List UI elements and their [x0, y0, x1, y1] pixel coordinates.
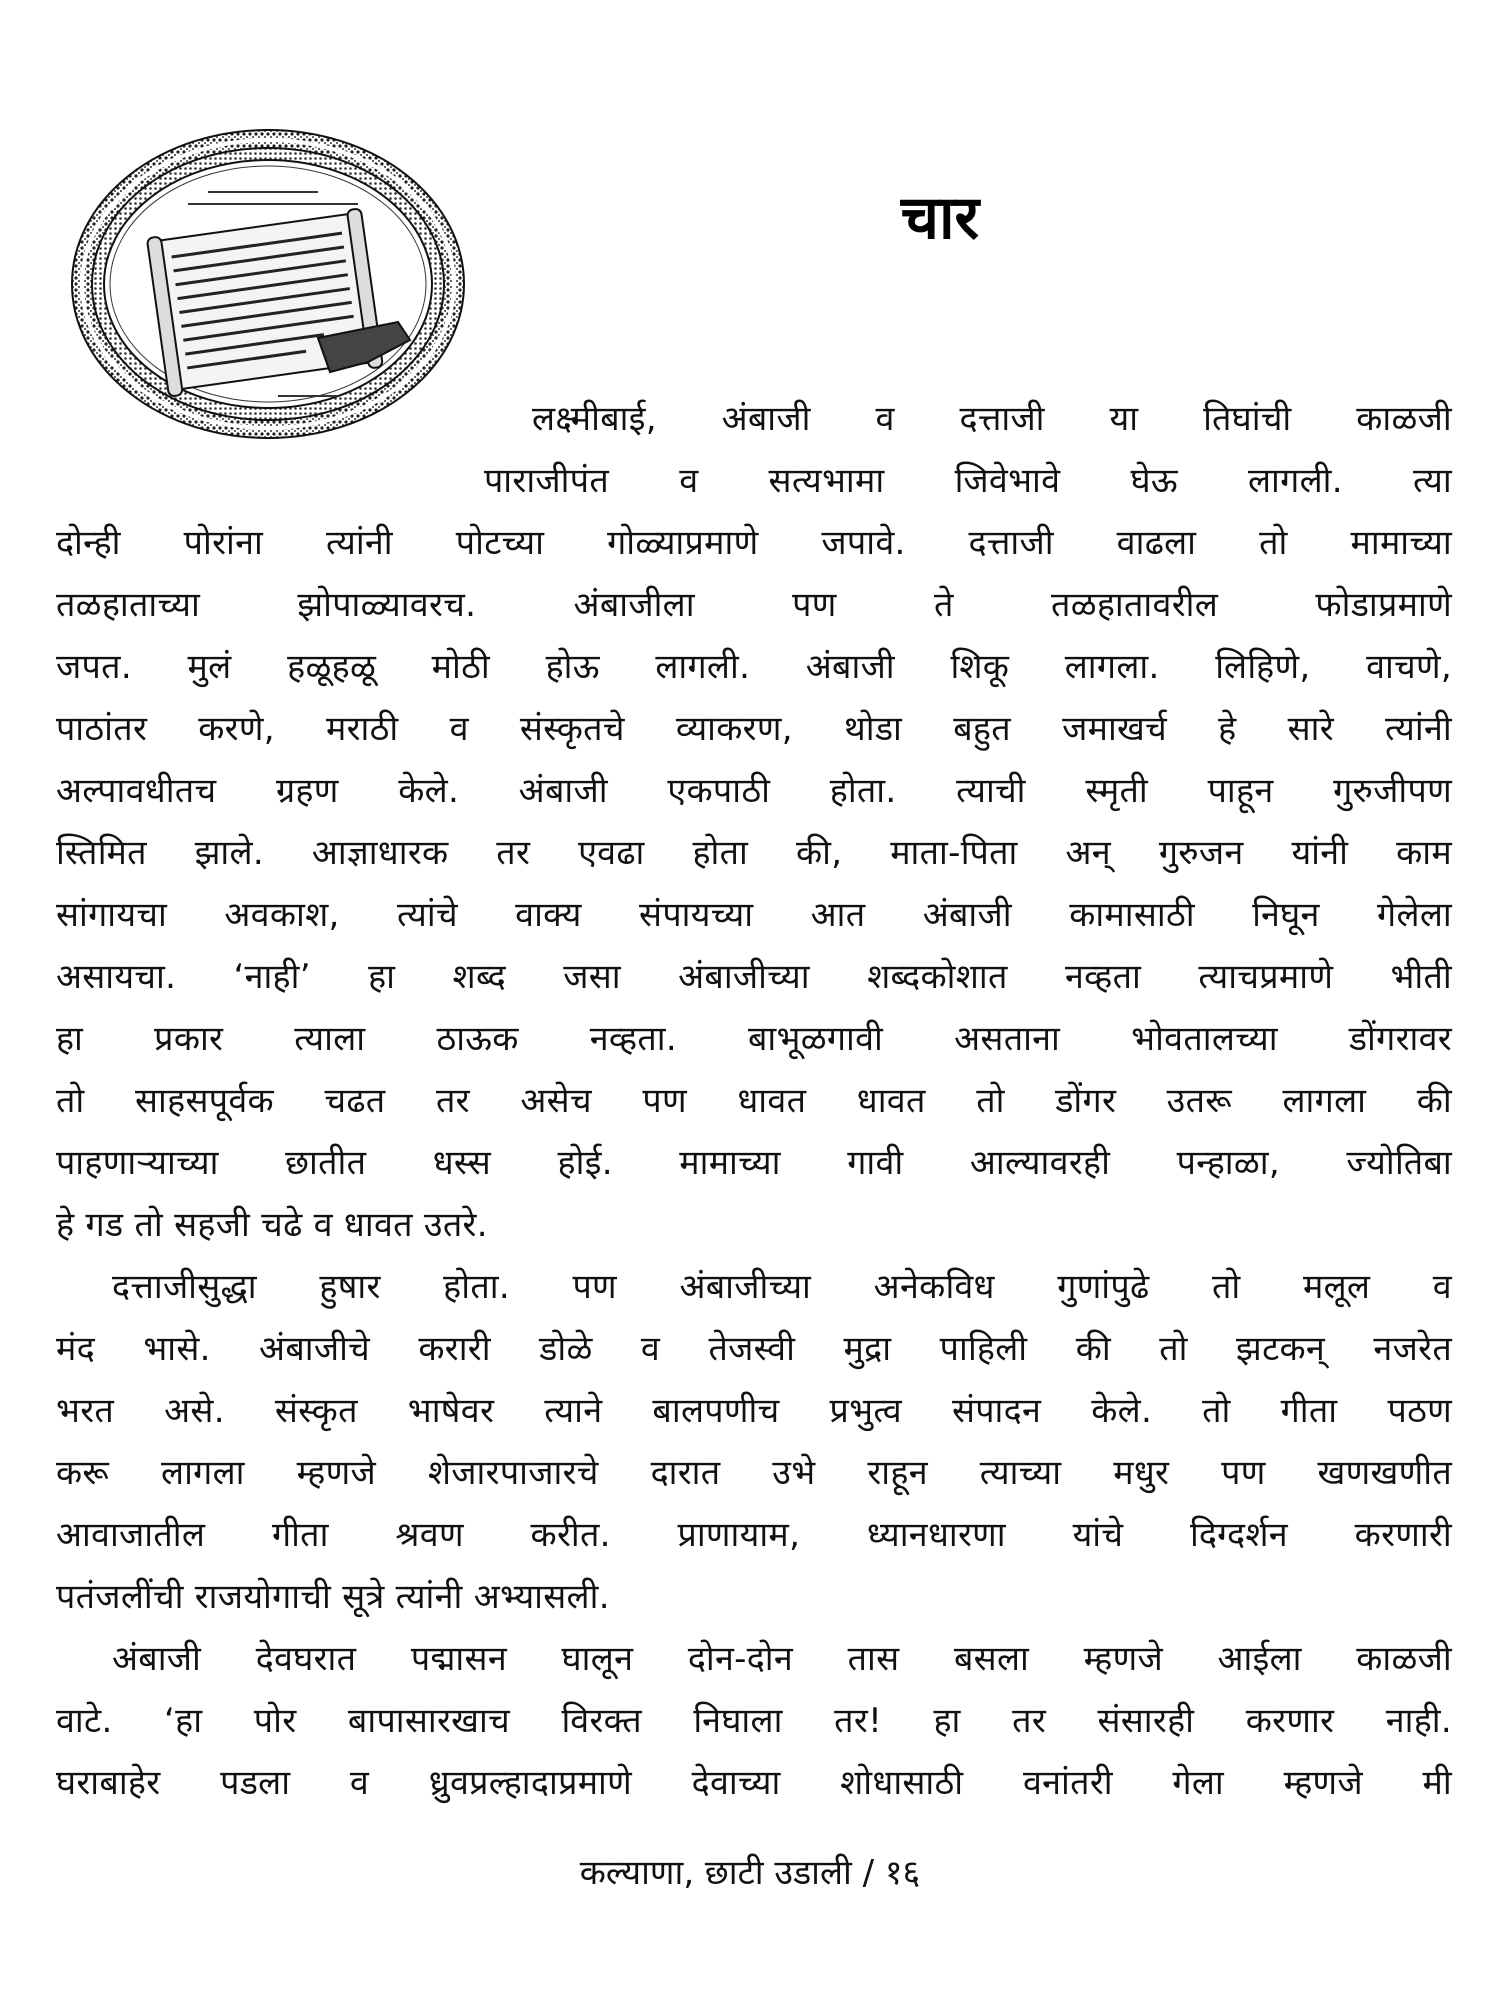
body-line: तळहाताच्या झोपाळ्यावरच. अंबाजीला पण ते तळहातावरील फोडाप्रमाणे: [56, 585, 1452, 625]
chapter-title: चार: [900, 183, 980, 253]
body-line: भरत असे. संस्कृत भाषेवर त्याने बालपणीच प्रभुत्व संपादन केले. तो गीता पठण: [56, 1391, 1452, 1431]
body-line: पतंजलींची राजयोगाची सूत्रे त्यांनी अभ्यासली.: [56, 1577, 610, 1617]
body-line: सांगायचा अवकाश, त्यांचे वाक्य संपायच्या आत अंबाजी कामासाठी निघून गेलेला: [56, 895, 1452, 935]
body-line: लक्ष्मीबाई, अंबाजी व दत्ताजी या तिघांची काळजी: [532, 399, 1452, 439]
body-line: पाराजीपंत व सत्यभामा जिवेभावे घेऊ लागली. त्या: [484, 461, 1452, 501]
body-line: दोन्ही पोरांना त्यांनी पोटच्या गोळ्याप्रमाणे जपावे. दत्ताजी वाढला तो मामाच्या: [56, 523, 1452, 563]
body-line: करू लागला म्हणजे शेजारपाजारचे दारात उभे राहून त्याच्या मधुर पण खणखणीत: [56, 1453, 1452, 1493]
body-line: आवाजातील गीता श्रवण करीत. प्राणायाम, ध्यानधारणा यांचे दिग्दर्शन करणारी: [56, 1515, 1452, 1555]
body-line: अल्पावधीतच ग्रहण केले. अंबाजी एकपाठी होता. त्याची स्मृती पाहून गुरुजीपण: [56, 771, 1452, 811]
body-line: हा प्रकार त्याला ठाऊक नव्हता. बाभूळगावी असताना भोवतालच्या डोंगरावर: [56, 1019, 1452, 1059]
body-line: तो साहसपूर्वक चढत तर असेच पण धावत धावत तो डोंगर उतरू लागला की: [56, 1081, 1452, 1121]
body-line: जपत. मुलं हळूहळू मोठी होऊ लागली. अंबाजी शिकू लागला. लिहिणे, वाचणे,: [56, 647, 1452, 687]
body-line: स्तिमित झाले. आज्ञाधारक तर एवढा होता की, माता-पिता अन् गुरुजन यांनी काम: [56, 833, 1452, 873]
body-line: मंद भासे. अंबाजीचे करारी डोळे व तेजस्वी मुद्रा पाहिली की तो झटकन् नजरेत: [56, 1329, 1452, 1369]
body-line: अंबाजी देवघरात पद्मासन घालून दोन-दोन तास बसला म्हणजे आईला काळजी: [112, 1639, 1452, 1679]
body-line: दत्ताजीसुद्धा हुषार होता. पण अंबाजीच्या अनेकविध गुणांपुढे तो मलूल व: [112, 1267, 1452, 1307]
body-line: हे गड तो सहजी चढे व धावत उतरे.: [56, 1205, 488, 1245]
body-line: पाहणाऱ्याच्या छातीत धस्स होई. मामाच्या गावी आल्यावरही पन्हाळा, ज्योतिबा: [56, 1143, 1452, 1183]
body-line: वाटे. ‘हा पोर बापासारखाच विरक्त निघाला तर! हा तर संसारही करणार नाही.: [56, 1701, 1452, 1741]
page-footer: कल्याणा, छाटी उडाली / १६: [579, 1853, 921, 1893]
body-line: असायचा. ‘नाही’ हा शब्द जसा अंबाजीच्या शब्दकोशात नव्हता त्याचप्रमाणे भीती: [56, 957, 1452, 997]
body-line: घराबाहेर पडला व ध्रुवप्रल्हादाप्रमाणे देवाच्या शोधासाठी वनांतरी गेला म्हणजे मी: [56, 1763, 1452, 1803]
chapter-ornament-manuscript-seal: [68, 126, 468, 442]
body-line: पाठांतर करणे, मराठी व संस्कृतचे व्याकरण, थोडा बहुत जमाखर्च हे सारे त्यांनी: [56, 709, 1452, 749]
